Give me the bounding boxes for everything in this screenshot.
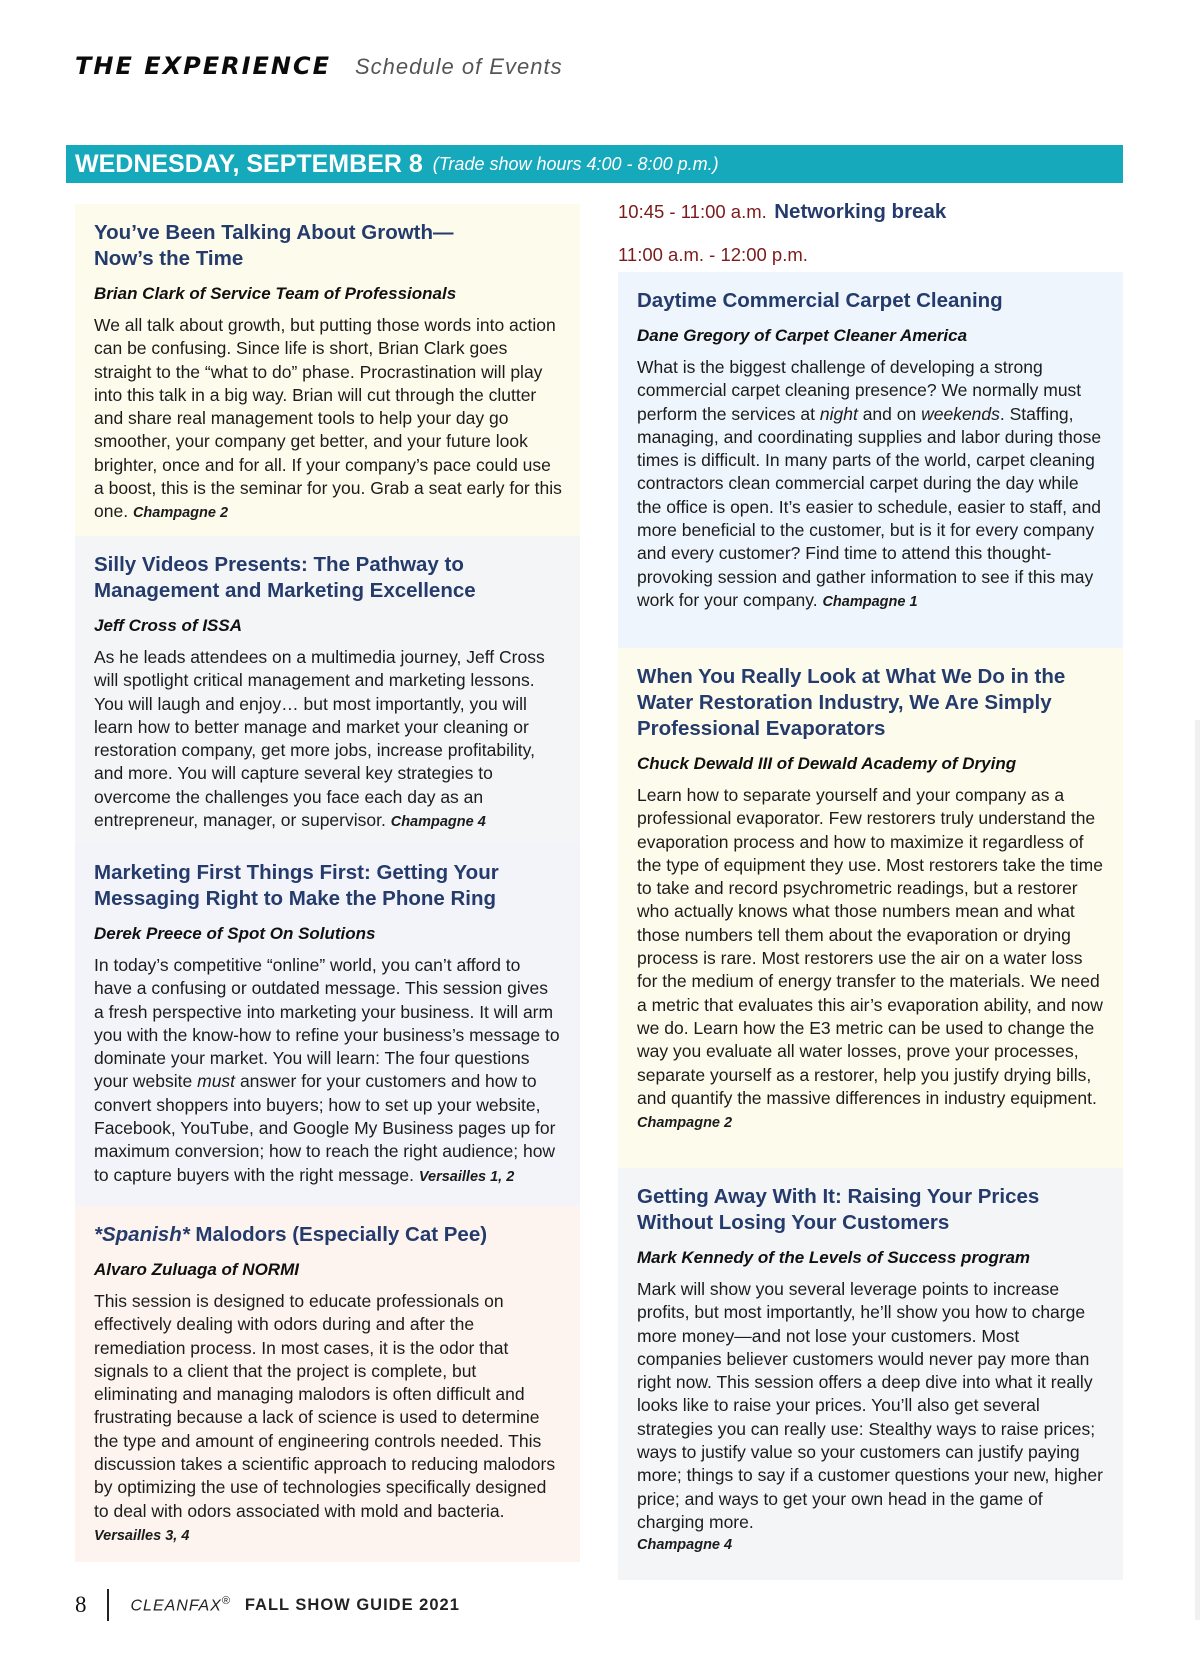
time-slot [618,244,1123,272]
session-description [637,784,1105,1135]
session-speaker: Chuck Dewald III of Dewald Academy of Drying [637,754,1017,773]
session-title-line: Marketing First Things First: Getting Your [94,861,499,884]
description-text: Mark will show you several leverage points to increase profits, but most importantly, he’ll show you how to charge more money—and not lose your customers. Most companies believer customers would never pay more than right now. This session offers a deep dive into what it really looks like to raise your prices. You’ll also get several strategies you can really use: Stealthy ways to raise prices; ways to justify value so your customers can justify paying more; things to say if a customer questions your new, higher price; and ways to get your own head in the game of charging more. [637,1279,1103,1532]
description-text: This session is designed to educate professionals on effectively dealing with odors during and after the remediation process. In most cases, it is the odor that signals to a client that the project is complete, but eliminating and managing malodors is often difficult and frustrating because a lack of science is used to determine the type and amount of engineering controls needed. This discussion takes a scientific approach to reducing malodors by optimizing the use of technologies specifically designed to deal with odors associated with mold and bacteria. [94,1291,556,1521]
session-title [94,860,562,912]
session-location: Versailles 3, 4 [94,1527,190,1544]
footer-divider [107,1589,109,1621]
slot-time: 11:00 a.m. - 12:00 p.m. [618,244,808,265]
session-title-line: Professional Evaporators [637,717,886,740]
description-text: In today’s competitive “online” world, you can’t afford to have a confusing or outdated message. This session gives a fresh perspective into marketing your business. It will arm you with the know-how to refine your business’s message to dominate your market. You will learn: The four questions your website [94,955,560,1092]
session-title-line: Daytime Commercial Carpet Cleaning [637,289,1003,312]
session-speaker: Alvaro Zuluaga of NORMI [94,1260,299,1279]
page-number: 8 [75,1592,87,1617]
page-footer [75,1588,460,1622]
session-speaker: Jeff Cross of ISSA [94,616,243,635]
description-text: Learn how to separate yourself and your company as a professional evaporator. Few restorers truly understand the evaporation process and how to maximize it regardless of the type of equipment they use. Most restorers take the time to take and record psychrometric readings, but a restorer who actually knows what those numbers mean and what those numbers tell them about the evaporation or drying process is rare. Most restorers use the air on a water loss for the medium of energy transfer to the materials. We need a metric that evaluates this air’s evaporation ability, and now we do. Learn how the E3 metric can be used to change the way you evaluate all water losses, prove your processes, separate yourself as a restorer, help you justify drying bills, and quantify the massive differences in industry equipment. [637,785,1103,1108]
day-label: WEDNESDAY, SEPTEMBER 8 [75,149,423,178]
session-description [94,314,562,526]
session-title [94,1222,562,1248]
session-speaker: Derek Preece of Spot On Solutions [94,924,376,943]
session-title-line: Getting Away With It: Raising Your Prices [637,1185,1040,1208]
session-description [94,646,562,834]
session-speaker: Dane Gregory of Carpet Cleaner America [637,326,968,345]
description-text: What is the biggest challenge of developing a strong commercial carpet cleaning presence? We normally must perform the services at [637,357,1082,424]
session-title-line: Management and Marketing Excellence [94,579,476,602]
session-title [637,1184,1105,1236]
description-text: answer for your customers and how to convert shoppers into buyers; how to set up your website, Facebook, YouTube, and Google My Business pages up for maximum conversion; how to reach the right audience; how to capture buyers with the right message. [94,1071,556,1185]
session-title-line: Messaging Right to Make the Phone Ring [94,887,497,910]
description-emphasis: weekends [921,403,1000,424]
session-description [637,1278,1105,1558]
right-column [618,200,1123,1580]
session-location: Champagne 4 [637,1537,733,1554]
session-card [618,648,1123,1168]
registered-mark: ® [221,1594,231,1607]
session-title [94,552,562,604]
publication-text: CLEANFAX [130,1597,222,1615]
description-emphasis: night [819,403,858,424]
session-card [618,272,1123,648]
guide-title: FALL SHOW GUIDE 2021 [244,1595,460,1614]
session-speaker: Mark Kennedy of the Levels of Success program [637,1248,1031,1267]
description-text: We all talk about growth, but putting those words into action can be confusing. Since life is short, Brian Clark goes straight to the “what to do” phase. Procrastination will play into this talk in a big way. Brian will cut through the clutter and share real management tools to help your day go smoother, your company get better, and your future look brighter, once and for all. If your company’s pace could use a boost, this is the seminar for you. Grab a seat early for this one. [94,315,562,522]
session-location: Champagne 2 [637,1115,733,1132]
session-title-line: Now’s the Time [94,247,244,270]
left-column [75,204,580,1562]
break-time: 10:45 - 11:00 a.m. [618,201,767,222]
session-speaker: Brian Clark of Service Team of Professionals [94,284,457,303]
publication-name [131,1595,231,1615]
page-edge-bottom [1195,720,1200,1620]
session-location: Versailles 1, 2 [418,1168,515,1185]
session-title-line: Malodors (Especially Cat Pee) [195,1223,488,1246]
language-tag: *Spanish* [94,1223,190,1246]
session-title-line: You’ve Been Talking About Growth— [94,221,454,244]
session-title-line: When You Really Look at What We Do in the [637,665,1066,688]
session-location: Champagne 1 [822,593,918,610]
networking-break [618,200,1123,244]
day-banner [66,145,1123,183]
description-text: As he leads attendees on a multimedia journey, Jeff Cross will spotlight critical management and marketing lessons. You will laugh and enjoy… but most importantly, you will learn how to better manage and market your cleaning or restoration company, get more jobs, increase profitability, and more. You will capture several key strategies to overcome the challenges you face each day as an entrepreneur, manager, or supervisor. [94,647,545,831]
session-location: Champagne 2 [132,505,229,522]
page-header [75,52,563,92]
section-title: Schedule of Events [355,54,563,79]
break-label: Networking break [774,200,947,223]
session-title-line: Without Losing Your Customers [637,1211,950,1234]
session-title-line: Water Restoration Industry, We Are Simply [637,691,1052,714]
session-description [94,1290,562,1548]
trade-show-hours: (Trade show hours 4:00 - 8:00 p.m.) [432,153,719,174]
session-card [75,844,580,1206]
session-title [637,664,1105,742]
session-card [618,1168,1123,1580]
session-title [94,220,562,272]
session-card [75,1206,580,1562]
session-description [94,954,562,1189]
description-emphasis: must [197,1071,236,1092]
session-card [75,204,580,536]
session-location: Champagne 4 [390,814,486,831]
session-title-line: Silly Videos Presents: The Pathway to [94,553,464,576]
brand-title: THE EXPERIENCE [75,52,331,80]
description-text: and on [862,403,917,424]
session-card [75,536,580,844]
description-text: . Staffing, managing, and coordinating supplies and labor during those times is difficult. In many parts of the world, carpet cleaning contractors clean commercial carpet during the day while the office is open. It’s easier to schedule, easier to staff, and more beneficial to the customer, but is it for every company and every customer? Find time to attend this thought-provoking session and gather information to see if this may work for your company. [637,403,1102,610]
session-title [637,288,1105,314]
page-edge-top [1195,0,1200,700]
session-description [637,356,1105,614]
